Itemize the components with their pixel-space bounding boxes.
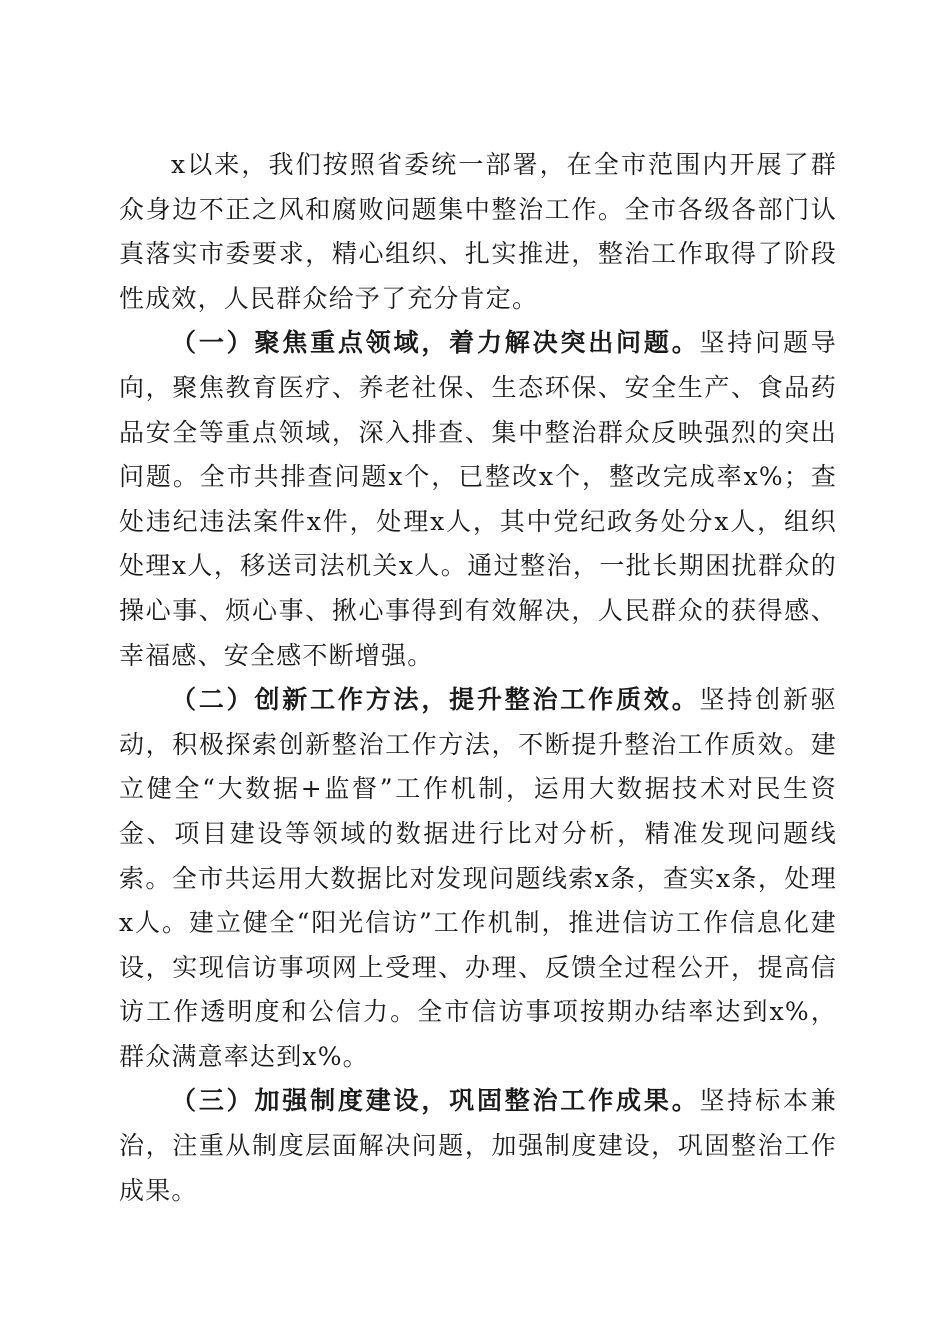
intro-paragraph [119, 143, 837, 321]
section-2-text: 坚持创新驱动，积极探索创新整治工作方法，不断提升整治工作质效。建立健全“大数据+监督”工作机制，运用大数据技术对民生资金、项目建设等领域的数据进行比对分析，精准发现问题线索。全市共运用大数据比对发现问题线索x条，查实x条，处理x人。建立健全“阳光信访”工作机制，推进信访工作信息化建设，实现信访事项网上受理、办理、反馈全过程公开，提高信访工作透明度和公信力。全市信访事项按期办结率达到x%，群众满意率达到x%。 [119, 685, 837, 1071]
intro-text: x以来，我们按照省委统一部署，在全市范围内开展了群众身边不正之风和腐败问题集中整治工作。全市各级各部门认真落实市委要求，精心组织、扎实推进，整治工作取得了阶段性成效，人民群众给予了充分肯定。 [119, 150, 837, 313]
document-body [119, 143, 837, 1213]
section-1-text: 坚持问题导向，聚焦教育医疗、养老社保、生态环保、安全生产、食品药品安全等重点领域，深入排查、集中整治群众反映强烈的突出问题。全市共排查问题x个，已整改x个，整改完成率x%；查处违纪违法案件x件，处理x人，其中党纪政务处分x人，组织处理x人，移送司法机关x人。通过整治，一批长期困扰群众的操心事、烦心事、揪心事得到有效解决，人民群众的获得感、幸福感、安全感不断增强。 [119, 328, 837, 670]
section-2-paragraph [119, 678, 837, 1079]
section-2-heading: （二）创新工作方法，提升整治工作质效。 [171, 685, 700, 715]
section-1-paragraph [119, 321, 837, 678]
section-3-paragraph [119, 1079, 837, 1213]
section-3-text: 坚持标本兼治，注重从制度层面解决问题，加强制度建设，巩固整治工作成果。 [119, 1086, 837, 1205]
section-1-heading: （一）聚焦重点领域，着力解决突出问题。 [171, 328, 700, 358]
section-3-heading: （三）加强制度建设，巩固整治工作成果。 [171, 1086, 700, 1116]
